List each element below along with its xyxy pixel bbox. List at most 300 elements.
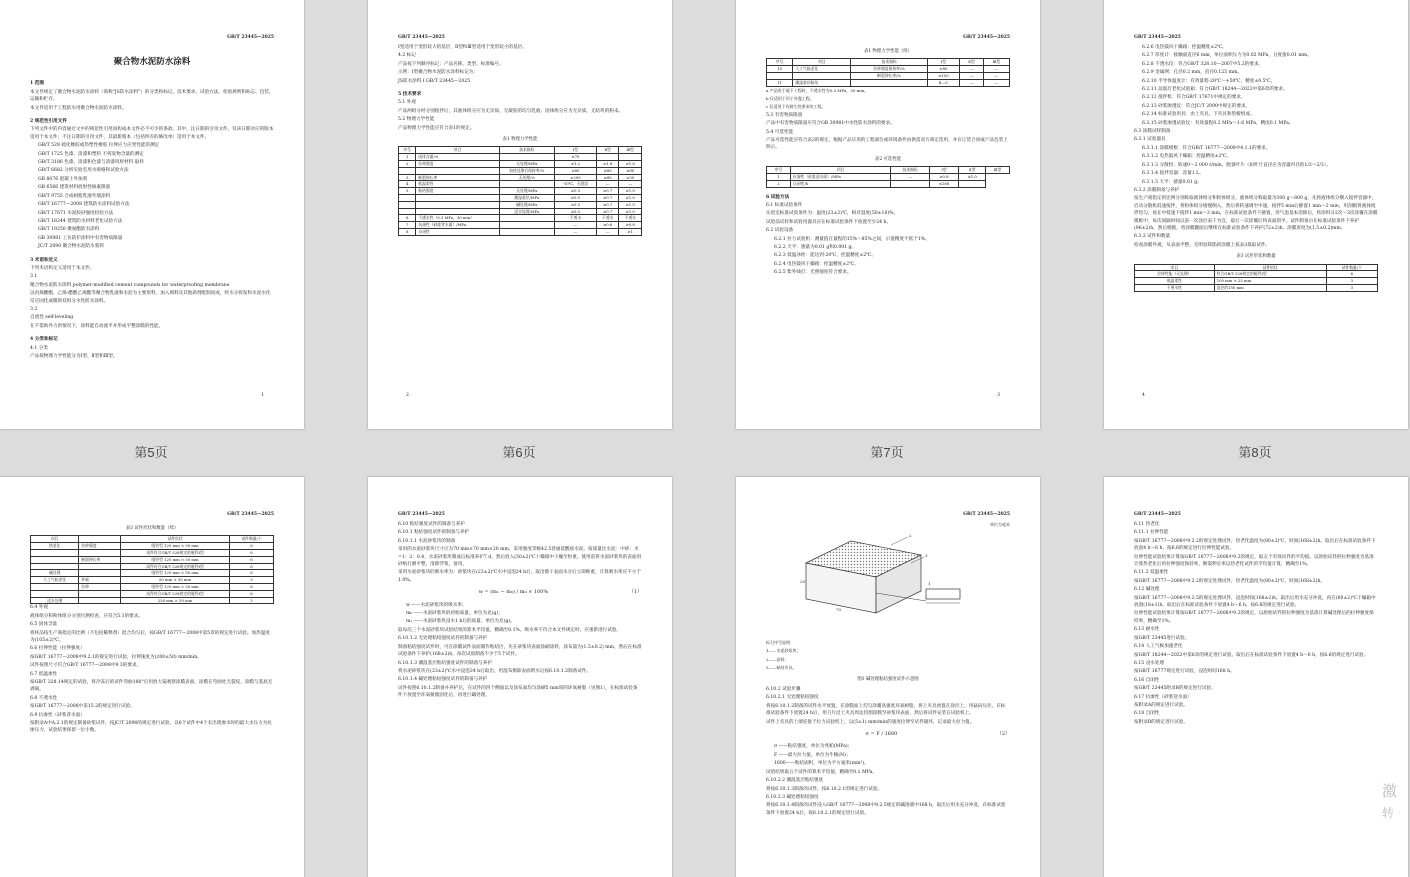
table-cell: — <box>554 229 596 236</box>
table-cell: ≥80 <box>927 66 959 73</box>
table-cell: 6 <box>230 556 274 563</box>
table-cell: ≥1 <box>619 229 642 236</box>
table-cell: 拉伸强度 <box>79 543 121 550</box>
page-header-code: GB/T 23445—2025 <box>227 512 274 517</box>
table-header-cell: 项目 <box>416 147 499 154</box>
table-cell: 断裂伸长率/% <box>851 73 927 80</box>
table-cell: 碱处理 <box>31 570 79 577</box>
formula-number: （1） <box>628 589 642 596</box>
table-cell: ≥1.0 <box>959 174 986 181</box>
table-cell: 浸水处理/MPa <box>499 208 554 215</box>
table-cell: 人工气候老化 <box>793 66 851 73</box>
table-cell: 低温柔性 <box>416 181 499 188</box>
table-row <box>31 543 274 550</box>
table-row <box>1135 278 1378 285</box>
legend-line: 1——水泥砂浆块； <box>766 648 801 654</box>
table-cell: 哑铃型 120 mm × 50 mm <box>121 543 230 550</box>
paragraph: 取每次三个水泥砂浆块试验结果的算术平均值，精确至0.1%。吸水率不符合本文件规定时，应重新进行试验。 <box>398 627 621 633</box>
table-row <box>399 167 642 174</box>
table-header-cell: 项目 <box>793 59 851 66</box>
table-cell: 符合GB/T 528规定的哑铃Ⅰ型 <box>1214 271 1326 278</box>
page-number: 2 <box>406 392 409 398</box>
table-cell <box>31 550 79 557</box>
table-header-cell: 试件数量/个 <box>1326 264 1377 271</box>
table-cell: 6 <box>230 543 274 550</box>
table-cell: — <box>619 181 642 188</box>
table-title: 表1 物理力学性能（续） <box>863 49 913 54</box>
table-cell: — <box>596 181 619 188</box>
section-heading: 1 范围 <box>30 81 44 87</box>
table-cell: ≥0.8 <box>619 222 642 229</box>
table-cell <box>79 570 121 577</box>
table-header-cell: 试件形状 <box>1214 264 1326 271</box>
table-cell: 6 <box>230 550 274 557</box>
paragraph: 6.2.14 标准试验用具：由上夹具、下夹具和垫板组成。 <box>1142 112 1255 118</box>
paragraph: 产品按物理力学性能分为Ⅰ型、Ⅱ型和Ⅲ型。 <box>30 354 118 359</box>
table-cell <box>416 167 499 174</box>
table-cell: 试件符合GB/T 528规定的哑铃Ⅰ型 <box>121 563 230 570</box>
callout-3: 3 <box>925 553 928 558</box>
paragraph: 试件按照6.10.1.2制备并养护后，在试件的四个侧面以及涂布面均匀涂刷5 mm厚的环氧树脂（见图1），在标准试验条件下放置至环氧树脂固化后，再进行碱处理。 <box>398 685 638 699</box>
paragraph: JS防水涂料 Ⅰ GB/T 23445—2025 <box>398 78 471 84</box>
paragraph: 6.3.1 试验器具 <box>1134 137 1166 143</box>
paragraph: 将按6.10.1.4制备的试件浸入GB/T 16777—2008中9.2.5规定的碱溶液中168 h，取出后用水充分冲洗，在标准试验条件下放置24 h后，按6.10.2.1的规定进行试验。 <box>766 803 1006 816</box>
table-cell: ≥1.0 <box>619 208 642 215</box>
table-cell <box>416 208 499 215</box>
table-1 <box>398 146 642 235</box>
symbol-definition: 1600——粘结面积，单位为平方毫米(mm²)。 <box>774 761 869 767</box>
paragraph: 自流性 self-leveling <box>30 315 74 321</box>
formula-expression: σ = F / 1600 <box>865 731 898 738</box>
paragraph: 以丙烯酸酯、乙烯-醋酸乙烯酯等聚合物乳液和水泥为主要原料，加入填料及其他助剂配制而成，经水分挥发和水泥水化反应固化成膜的双组分水性防水涂料。 <box>30 291 271 304</box>
page-label-5[interactable]: 第5页 <box>134 445 168 460</box>
table-cell: 抗渗性（砂浆迎水面）/MPa <box>790 174 890 181</box>
table-row <box>767 79 1010 86</box>
paragraph: 6.10.2.3 碱处理粘结强度 <box>766 794 819 800</box>
table-row <box>399 154 642 161</box>
paragraph: 6.2.9 金属网：孔径0.2 mm，直径0.125 mm。 <box>1142 70 1242 76</box>
table-cell: 8 <box>399 229 416 236</box>
table-cell: 100 mm × 25 mm <box>1214 278 1326 285</box>
document-page-9[interactable] <box>0 477 304 877</box>
table-cell: 1 <box>399 154 416 161</box>
table-cell <box>416 201 499 208</box>
table-row <box>399 195 642 202</box>
page-number: 4 <box>1142 392 1145 398</box>
table-header-cell: Ⅱ型 <box>960 59 984 66</box>
paragraph: GB/T 9755 合成树脂乳液外墙涂料 <box>38 193 111 199</box>
table-cell <box>416 195 499 202</box>
paragraph: 6.17 抗渗性（砂浆迎水面） <box>1134 694 1192 700</box>
page-body <box>1134 521 1378 727</box>
paragraph: 将按6.10.1.2制备的试件水平放置，在涂膜面上均匀涂覆高强度环氧树脂，将上夹具放置在涂层上，用砝码压住，在标准试验条件下放置24 h后，用刀片沿上夹具周边切割涂膜至砂浆块表面，然后将试件安装在试验机上。 <box>766 703 1006 717</box>
symbol-definition: w ——水泥砂浆块的吸水率； <box>406 602 467 608</box>
table-cell: 潮湿基层/MPa <box>499 195 554 202</box>
table-row <box>31 570 274 577</box>
paragraph: 聚合物水泥防水涂料 polymer-modified cement compounds for waterproofing membrane <box>30 282 230 288</box>
paragraph: 6.2.4 电热鼓风干燥箱：控温精度±2℃。 <box>774 261 859 267</box>
symbol-definition: σ ——粘结强度，单位为兆帕(MPa)； <box>774 744 853 750</box>
table-cell: 抗渗性（砂浆背水面）/MPa <box>416 222 499 229</box>
table-cell: -10℃，无裂纹 <box>554 181 596 188</box>
table-header-cell: 项目 <box>31 536 79 543</box>
table-cell: 3 <box>230 577 274 584</box>
table-cell: 6 <box>230 590 274 597</box>
paragraph: 试验前试样和试验用器具应在标准试验条件下放置至少24 h。 <box>766 219 892 225</box>
paragraph: 6.9 抗渗性（砂浆背水面） <box>30 712 85 718</box>
table-2 <box>766 166 1010 187</box>
paragraph: 按附录A中A.2.1的规定制备砂浆试件，按JC/T 2090的规定进行试验，以6个试件中4个未出现渗水时的最大水压力为抗渗压力，试验结果保留一位小数。 <box>30 721 272 734</box>
table-cell <box>891 180 929 187</box>
paragraph: 6.11 热老化 <box>1134 522 1160 527</box>
paragraph: GB 8076 混凝土外加剂 <box>38 176 88 182</box>
table-header-cell: Ⅰ型 <box>929 167 958 174</box>
document-page-11[interactable] <box>736 477 1040 877</box>
table-cell: 不透水性（0.3 MPa，30 min） <box>416 215 499 222</box>
legend-line: 3——粘结夹具。 <box>766 665 797 671</box>
table-header-cell: Ⅰ型 <box>927 59 959 66</box>
paragraph: 6.7 低温柔性 <box>30 671 58 677</box>
paragraph: 液体组分和粉体组分分别目测检查，应符合5.1的要求。 <box>30 613 143 619</box>
page-body <box>398 44 642 236</box>
page-header-code: GB/T 23445—2025 <box>1134 512 1181 517</box>
table-cell <box>79 590 121 597</box>
table-cell: 人工气候老化 <box>31 577 79 584</box>
table-header-cell: 技术指标 <box>851 59 927 66</box>
paragraph: 6.10.2.2 潮湿基层粘结强度 <box>766 778 824 784</box>
paragraph: 6.10.1.4 碱处理粘结强度试件的制备与养护 <box>398 677 488 683</box>
paragraph: 6.2.12 搅拌机：符合GB/T 17671中规定的要求。 <box>1142 95 1246 101</box>
legend-line: 标引序号说明： <box>766 640 794 645</box>
table-cell <box>31 583 79 590</box>
table-cell: 不透水性 <box>1135 284 1215 291</box>
page-header-code: GB/T 23445—2025 <box>963 35 1010 40</box>
table-note: c 仅适用于有耐久性要求的工程。 <box>766 104 826 110</box>
table-cell: 6 <box>1326 271 1377 278</box>
table-cell: 无处理/MPa <box>499 188 554 195</box>
paragraph: 按GB/T 16777—2008中9.2.1的规定进行试验，拉伸速度为(200±50) mm/min。 <box>30 654 202 660</box>
table-row <box>399 174 642 181</box>
table-cell: 哑铃型 120 mm × 50 mm <box>121 583 230 590</box>
paragraph: 在不借助外力的情况下，涂料能自动流平并形成平整涂膜的性能。 <box>30 323 164 329</box>
paragraph: 6.10.1 粘结强度试件的制备与养护 <box>398 530 470 536</box>
table-cell: 6 <box>230 563 274 570</box>
table-cell <box>959 180 986 187</box>
table-cell: 固体含量/% <box>416 154 499 161</box>
paragraph: 按GB/T 328.14规定的试验，将冷冻后的试件弯曲180°后用放大镜观察涂膜表面，涂膜在弯曲处无裂纹，涂膜与基底无剥离。 <box>30 680 273 693</box>
paragraph: 3.1 <box>30 274 38 280</box>
table-cell: ≥0.6 <box>596 222 619 229</box>
paragraph: 将样品按生产商指定的比例（不包括稀释剂）混合均匀后，按GB/T 16777—2008中第5章的规定进行试验。加热温度为(105±2)℃。 <box>30 630 270 643</box>
paragraph: 按GB/T 23445进行试验。 <box>1134 635 1190 641</box>
table-cell: — <box>960 73 984 80</box>
table-cell: ≥70 <box>554 154 596 161</box>
paragraph: 按GB/T 16777—2008中第15.2的规定进行试验。 <box>30 704 135 710</box>
table-cell: Ⅱ—C <box>927 79 959 86</box>
table-cell: 自闭性/h <box>790 180 890 187</box>
symbol-definition: m₁ ——水泥砂浆块浸水1 h后的质量，单位为克(g)。 <box>406 619 515 625</box>
table-cell: ≥1.8 <box>596 161 619 168</box>
table-cell <box>399 167 416 174</box>
table-cell: ≥1.8 <box>619 161 642 168</box>
table-cell <box>499 154 554 161</box>
table-cell: 哑铃型 120 mm × 50 mm <box>121 556 230 563</box>
specimen-diagram <box>796 533 966 643</box>
document-page-8[interactable] <box>1104 0 1408 429</box>
table-row <box>31 550 274 557</box>
paragraph: 6.2.13 砂浆渗透仪：符合JC/T 2090中规定的要求。 <box>1142 103 1251 109</box>
table-cell: ≥0.5 <box>554 201 596 208</box>
paragraph: 6.3.1.4 搅拌容器：容量1 L。 <box>1142 171 1204 177</box>
document-page-7[interactable] <box>736 0 1040 429</box>
paragraph: 按GB/T 18244—2022中第6章的规定进行试验。取出后在标准试验条件下放置4 h～6 h，按6.6的规定进行试验。 <box>1134 652 1369 658</box>
paragraph: 6.2.8 不透水仪：符合GB/T 328.10—2007中5.2的要求。 <box>1142 61 1264 67</box>
table-cell: 加热处理后保持率/% <box>499 167 554 174</box>
page-label-8[interactable]: 第8页 <box>1238 445 1272 460</box>
table-cell: 50 mm × 50 mm <box>121 577 230 584</box>
table-cell: 无处理/MPa <box>499 161 554 168</box>
table-header-cell: 序号 <box>767 167 791 174</box>
paragraph: 6.3.1.5 天平：感量0.01 g。 <box>1142 179 1202 185</box>
table-cell: ≤168 <box>929 180 958 187</box>
table-cell: ≥0.8 <box>929 174 958 181</box>
table-header-cell: 技术指标 <box>499 147 554 154</box>
paragraph: 6.2.15 砂浆渗透试验仪：有效量程0.2 MPa～1.6 MPa，精度0.1 MPa。 <box>1142 120 1294 126</box>
page-body <box>398 521 642 701</box>
table-row <box>399 229 642 236</box>
paragraph: 按GB/T 16777—2008中9.2.5的规定处理试件，浸泡时间(168±2)h。取出后用水充分冲洗，再在(60±2)℃干燥箱中放置(18±1)h，取出后在标准试验条件下放置4 h～6 h，按6.6的规定进行试验。 <box>1134 595 1376 609</box>
paragraph: 采用的水泥砂浆块尺寸应为70 mm×70 mm×20 mm，采用强度等级42.5普通硅酸盐水泥，按质量比水泥：中砂：水=1：2：0.4，水泥砂浆块制成后标准养护7 d，然后放入(50±2)℃干燥箱中干燥至恒重。使用前将水泥砂浆块的表面用砂纸打磨平整，清除浮浆，备用。 <box>398 547 642 568</box>
table-cell <box>399 201 416 208</box>
table-cell: — <box>983 79 1009 86</box>
table-header-cell: 序号 <box>399 147 416 154</box>
paragraph: 6.2.11 氙弧灯老化试验箱：符合GB/T 18244—2022中第6章的要求。 <box>1142 87 1288 93</box>
table-cell: ≥80 <box>596 174 619 181</box>
table-cell: 无处理/% <box>499 174 554 181</box>
table-row <box>767 73 1010 80</box>
table-row <box>399 215 642 222</box>
table-header-cell: Ⅲ型 <box>619 147 642 154</box>
page-header-code: GB/T 23445—2025 <box>227 35 274 40</box>
table-cell: 1 <box>767 174 791 181</box>
paragraph: 6.2.10 半导体温度计：有效量程-20℃～+50℃，精度±0.5℃。 <box>1142 78 1276 84</box>
paragraph: GB/T 528 硫化橡胶或热塑性橡胶 拉伸应力应变性能的测定 <box>38 143 160 149</box>
table-cell <box>79 597 121 604</box>
table-cell: ≥1.0 <box>619 188 642 195</box>
table-row <box>31 556 274 563</box>
table-header-cell: 项目 <box>1135 264 1215 271</box>
table-row <box>399 222 642 229</box>
table-cell: 6 <box>399 215 416 222</box>
table-cell <box>619 154 642 161</box>
table-cell: ≥1.0 <box>619 201 642 208</box>
table-cell: — <box>983 66 1009 73</box>
paragraph: 6.8 不透水性 <box>30 695 58 701</box>
formula-1 <box>398 589 642 596</box>
table-cell: 潮湿基层粘结 <box>793 79 851 86</box>
table-row <box>767 174 1010 181</box>
paragraph: 产品物理力学性能应符合表1的规定。 <box>398 125 475 131</box>
table-cell: ≥200 <box>554 174 596 181</box>
paragraph: 4.1 分类 <box>30 345 48 351</box>
paragraph: 6.2.1 拉力试验机：测量值在量程的15%～85%之间，示值精度不低于1%。 <box>774 236 930 242</box>
table-cell: 浸水处理 <box>31 597 79 604</box>
paragraph: 本文件规定了聚合物水泥防水涂料（简称"JS防水涂料"）的分类和标记、技术要求、试验方法、检验规则和标志、包装、运输和贮存。 <box>30 89 274 103</box>
paragraph: GB 30981 工业防护涂料中有害物质限量 <box>38 235 123 241</box>
formula-expression: w = (m₁ − m₀) / m₀ × 100% <box>478 589 549 596</box>
table-cell: 3 <box>230 597 274 604</box>
table-cell: 6 <box>230 583 274 590</box>
table-row <box>399 161 642 168</box>
table-cell: 低温柔性 <box>1135 278 1215 285</box>
table-row <box>31 597 274 604</box>
page-header-code: GB/T 23445—2025 <box>963 512 1010 517</box>
table-cell: 3 <box>1326 284 1377 291</box>
document-page-5[interactable] <box>0 0 304 429</box>
paragraph: 试验结果取五个试件的算术平均值，精确至0.1 MPa。 <box>766 769 877 775</box>
document-page-12[interactable] <box>1104 477 1408 877</box>
table-cell: 拉伸性能（无处理） <box>1135 271 1215 278</box>
paragraph: GB/T 3186 色漆、清漆和色漆与清漆用原材料 取样 <box>38 160 144 166</box>
table-cell: 10 <box>767 66 793 73</box>
clamp-plate <box>926 589 960 599</box>
table-cell: ≥1.0 <box>619 195 642 202</box>
section-heading: 5 技术要求 <box>398 92 422 98</box>
document-page-10[interactable] <box>368 477 672 877</box>
paragraph: 拉伸性能试验结果计算按GB/T 16777—2008中9.3的规定，取五个有效试件的平均值。以原始试件的拉伸强度为基准计算热老化后的拉伸强度保持率，断裂伸长率以热老化试件的平均值计算，精确至1%。 <box>1134 554 1374 568</box>
table-cell: ≥80 <box>596 167 619 174</box>
paragraph: 6.3 涂膜试样制备 <box>1134 129 1171 135</box>
table-cell: ≥80 <box>554 167 596 174</box>
paragraph: 检查涂膜外观，从表面平整、无明显缺陷的涂膜上按表3裁取试件。 <box>1134 242 1271 248</box>
page-label-6[interactable]: 第6页 <box>502 445 536 460</box>
paragraph: 试件按照尺寸符合GB/T 16777—2008中9.3的要求。 <box>30 663 142 669</box>
dim-70: 70 <box>836 607 842 612</box>
paragraph: GB/T 16777—2008 建筑防水涂料试验方法 <box>38 202 130 208</box>
section-heading: 2 规范性引用文件 <box>30 119 67 125</box>
paragraph: 下列文件中的内容通过文中的规范性引用而构成本文件必不可少的条款。其中，注日期的引用文件，仅该日期对应的版本适用于本文件；不注日期的引用文件，其最新版本（包括所有的修改单）适用于本文件。 <box>30 127 274 140</box>
paragraph: 将水泥砂浆块在(23±2)℃水中浸泡24 h后取出，用湿布擦除表面明水后按6.10.1.2制备试件。 <box>398 668 592 674</box>
table-header-cell: 项目 <box>790 167 890 174</box>
table-cell: 不透水 <box>554 215 596 222</box>
paragraph: 6.11.1 拉伸性能 <box>1134 530 1169 536</box>
table-title: 表2 可选性能 <box>874 156 902 162</box>
page-body <box>766 639 1010 818</box>
paragraph: 6.14 人工气候加速老化 <box>1134 644 1183 650</box>
table-cell: 断裂伸长率 <box>79 556 121 563</box>
dim-20: 20 <box>800 579 806 584</box>
paragraph: 按GB/T 16777—2008中9.2.2的规定处理试件，热老化温度为(80±2)℃，时间(168±2)h。 <box>1134 578 1326 584</box>
table-cell <box>499 215 554 222</box>
figure-caption: 图1 碱处理粘结强度试件示意图 <box>857 676 919 682</box>
table-cell: — <box>960 66 984 73</box>
paragraph: 6.2 试验设备 <box>766 228 794 234</box>
paragraph: 6.10.2 试验步骤 <box>766 687 801 693</box>
table-header-cell: Ⅲ型 <box>983 59 1009 66</box>
table-cell <box>399 195 416 202</box>
paragraph: 产品两组分经分别搅拌后，其液体组分应为无杂质、无凝胶的均匀乳液；固体组分应为无杂质、无结块的粉末。 <box>398 108 624 114</box>
table-cell: ≥150 <box>927 73 959 80</box>
symbol-definition: m₀ ——水泥砂浆块的初始质量，单位为克(g)； <box>406 611 503 617</box>
paragraph: 5.2 物理力学性能 <box>398 117 435 123</box>
paragraph: 6.3.1.1 涂膜模框：符合GB/T 16777—2008中4.1.1的要求。 <box>1142 145 1271 151</box>
table-cell: 直径约150 mm <box>1214 284 1326 291</box>
table-cell: — <box>554 222 596 229</box>
section-heading: 6 试验方法 <box>766 194 790 200</box>
activation-watermark: 激 转 <box>1382 782 1398 820</box>
table-cell: 自闭性 <box>416 229 499 236</box>
table-cell: 4 <box>399 181 416 188</box>
table-header-cell: Ⅰ型 <box>554 147 596 154</box>
page-body <box>1134 44 1378 292</box>
paragraph: 制备粘结强度试件时，可在涂膜试件表面制作粘结区，先在砂浆块表面涂刷涂料，涂布量为(1.5±0.2) mm，然后在标准试验条件下养护(168±2)h，每次试验制备不少于5个试件。 <box>398 644 642 658</box>
table-cell <box>596 154 619 161</box>
paragraph: 6.12 碱处理 <box>1134 587 1160 593</box>
section-heading: 3 术语和定义 <box>30 257 58 263</box>
table-1-cont <box>766 58 1010 86</box>
table-cell: — <box>960 79 984 86</box>
unit-note: 单位为毫米 <box>990 522 1010 527</box>
table-cell: 碱处理/MPa <box>499 201 554 208</box>
table-cell: 5 <box>399 188 416 195</box>
table-row <box>1135 284 1378 291</box>
table-cell: ≥0.5 <box>554 195 596 202</box>
table-title: 表3 试件形状和数量（续） <box>125 526 179 531</box>
table-cell: 拉伸强度 <box>416 161 499 168</box>
paragraph: 6.10 粘结强度试件的制备与养护 <box>398 522 465 527</box>
paragraph: GB/T 17671 水泥胶砂强度检验方法 <box>38 210 114 216</box>
paragraph: 6.5 固体含量 <box>30 622 58 628</box>
symbol-definition: F ——最大拉力值，单位为牛顿(N)； <box>774 752 851 758</box>
table-cell <box>499 222 554 229</box>
paragraph: Ⅰ型适用于变形较大的基层，Ⅱ型和Ⅲ型适用于变形较小的基层。 <box>398 45 527 50</box>
paragraph: 6.11.2 低温柔性 <box>1134 570 1169 576</box>
paragraph: 产品中有害物质限量应符合GB 30981中水性防水涂料的要求。 <box>766 121 895 127</box>
table-cell: 拉伸 <box>79 583 121 590</box>
table-cell <box>767 73 793 80</box>
table-cell: ≥80 <box>619 167 642 174</box>
table-cell <box>499 181 554 188</box>
page-label-7[interactable]: 第7页 <box>870 445 904 460</box>
document-title: 聚合物水泥防水涂料 <box>113 57 191 67</box>
table-cell <box>851 79 927 86</box>
table-cell: 2 <box>767 180 791 187</box>
paragraph: 5.3 有害物质限量 <box>766 112 803 118</box>
table-row <box>31 563 274 570</box>
document-page-6[interactable] <box>368 0 672 429</box>
table-row <box>767 66 1010 73</box>
table-header-cell: 序号 <box>767 59 793 66</box>
table-cell: ≥0.7 <box>596 208 619 215</box>
paragraph: 6.6 拉伸性能（拉伸强度） <box>30 646 85 652</box>
table-3-cont <box>30 535 274 604</box>
paragraph: 4.2 标记 <box>398 53 416 59</box>
table-note: b 仅适用于用于外露工程。 <box>766 96 814 101</box>
table-cell: 外观 <box>79 577 121 584</box>
table-header-cell: 试件形状 <box>121 536 230 543</box>
paragraph: 6.2.2 天平：感量为0.01 g和0.001 g。 <box>774 245 857 251</box>
table-cell: 不透水 <box>619 215 642 222</box>
table-cell <box>79 563 121 570</box>
table-row <box>767 180 1010 187</box>
table-cell <box>31 563 79 570</box>
table-cell: 250 mm × 50 mm <box>121 597 230 604</box>
table-cell: — <box>983 73 1009 80</box>
table-cell: 断裂伸长率 <box>416 174 499 181</box>
table-row <box>31 590 274 597</box>
paragraph: 5.4 可选性能 <box>766 129 794 135</box>
page-header-code: GB/T 23445—2025 <box>398 35 445 40</box>
